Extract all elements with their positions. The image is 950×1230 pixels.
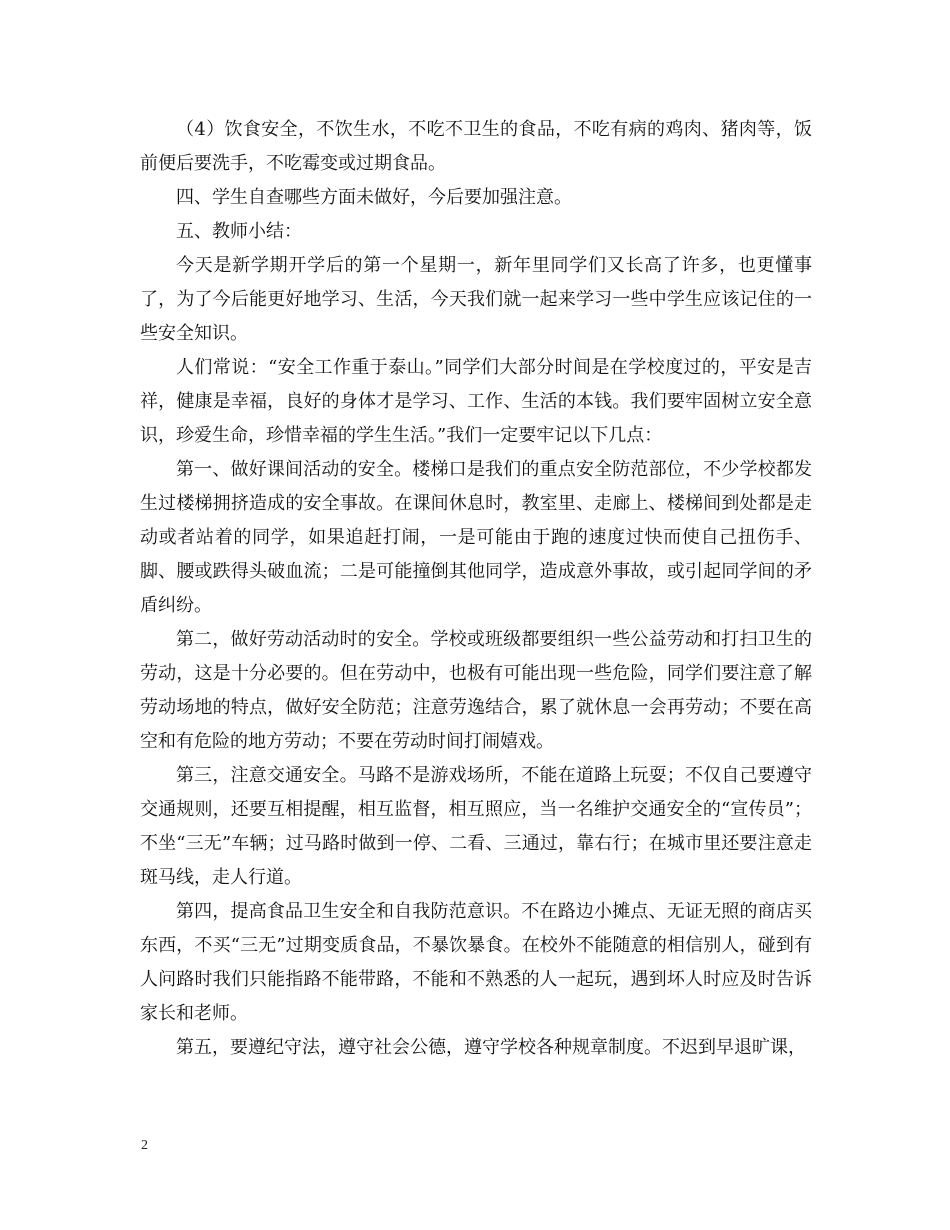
paragraph-safety-saying: 人们常说：“安全工作重于泰山。”同学们大部分时间是在学校度过的，平安是吉祥，健康是幸福，良好的身体才是学习、工作、生活的本钱。我们要牢固树立安全意识，珍爱生命，珍惜幸福的学生生活。”我们一定要牢记以下几点： — [140, 357, 812, 446]
paragraph-point-3: 第三，注意交通安全。马路不是游戏场所，不能在道路上玩耍；不仅自己要遵守交通规则，还要互相提醒，相互监督，相互照应，当一名维护交通安全的“宣传员”；不坐“三无”车辆；过马路时做到一停、二看、三通过，靠右行；在城市里还要注意走斑马线，走人行道。 — [140, 765, 812, 888]
paragraph-teacher-summary-heading: 五、教师小结： — [176, 221, 302, 242]
paragraph-food-safety: （4）饮食安全，不饮生水，不吃不卫生的食品，不吃有病的鸡肉、猪肉等，饭前便后要洗手，不吃霉变或过期食品。 — [140, 119, 812, 174]
paragraph-point-1: 第一、做好课间活动的安全。楼梯口是我们的重点安全防范部位，不少学校都发生过楼梯拥挤造成的安全事故。在课间休息时，教室里、走廊上、楼梯间到处都是走动或者站着的同学，如果追赶打闹，一是可能由于跑的速度过快而使自己扭伤手、脚、腰或跌得头破血流；二是可能撞倒其他同学，造成意外事故，或引起同学间的矛盾纠纷。 — [140, 459, 812, 616]
paragraph-self-check: 四、学生自查哪些方面未做好，今后要加强注意。 — [176, 187, 572, 208]
page-number: 2 — [141, 1138, 148, 1153]
body-text — [140, 113, 812, 1065]
paragraph-point-4: 第四，提高食品卫生安全和自我防范意识。不在路边小摊点、无证无照的商店买东西，不买“三无”过期变质食品，不暴饮暴食。在校外不能随意的相信别人，碰到有人问路时我们只能指路不能带路，不能和不熟悉的人一起玩，遇到坏人时应及时告诉家长和老师。 — [140, 901, 812, 1024]
paragraph-intro: 今天是新学期开学后的第一个星期一，新年里同学们又长高了许多，也更懂事了，为了今后能更好地学习、生活，今天我们就一起来学习一些中学生应该记住的一些安全知识。 — [140, 255, 812, 344]
paragraph-point-2: 第二，做好劳动活动时的安全。学校或班级都要组织一些公益劳动和打扫卫生的劳动，这是十分必要的。但在劳动中，也极有可能出现一些危险，同学们要注意了解劳动场地的特点，做好安全防范；注意劳逸结合，累了就休息一会再劳动；不要在高空和有危险的地方劳动；不要在劳动时间打闹嬉戏。 — [140, 629, 812, 752]
paragraph-point-5: 第五，要遵纪守法，遵守社会公德，遵守学校各种规章制度。不迟到早退旷课， — [176, 1037, 806, 1058]
